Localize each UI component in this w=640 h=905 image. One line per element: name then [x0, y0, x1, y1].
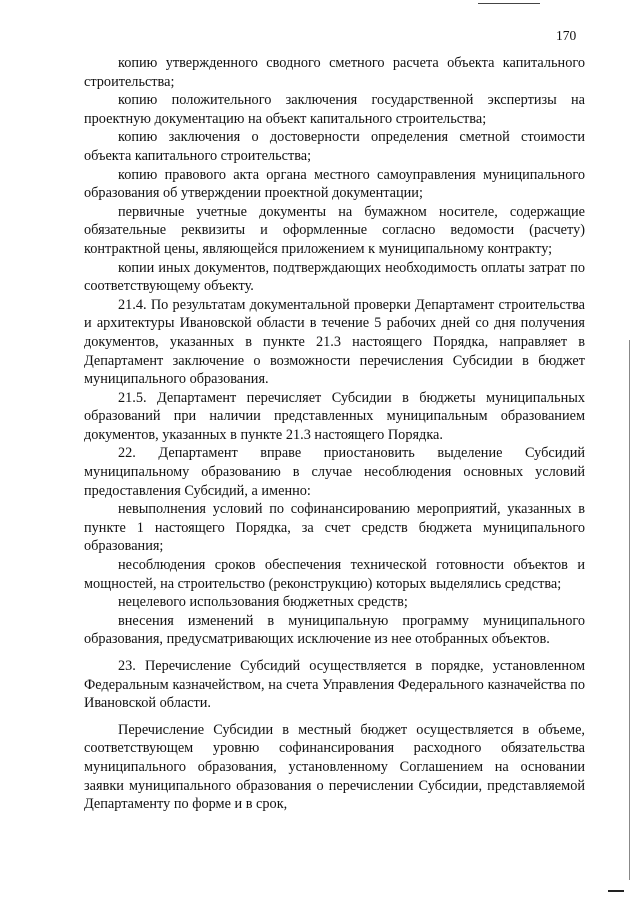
paragraph-cofinancing-failure: невыполнения условий по софинансированию мероприятий, указанных в пункте 1 настоящего Порядка, за счет средств бюджета муниципального образования;: [84, 501, 585, 555]
top-rule: [478, 3, 540, 4]
paragraph-22: 22. Департамент вправе приостановить выделение Субсидий муниципальному образованию в случае несоблюдения основных условий предоставления Субсидий, а именно:: [84, 445, 585, 499]
paragraph-misuse: нецелевого использования бюджетных средств;: [118, 594, 408, 611]
body-text: [84, 54, 585, 814]
paragraph-copy-summary-estimate: копию утвержденного сводного сметного расчета объекта капитального строительства;: [84, 55, 585, 90]
paragraph-primary-documents: первичные учетные документы на бумажном носителе, содержащие обязательные реквизиты и оформленные согласно ведомости (расчету) контрактной цены, являющейся приложением к муниципальному контракту;: [84, 203, 585, 257]
paragraph-copy-legal-act: копию правового акта органа местного самоуправления муниципального образования об утверждении проектной документации;: [84, 166, 585, 202]
paragraph-23: 23. Перечисление Субсидий осуществляется в порядке, установленном Федеральным казначейством, на счета Управления Федерального казначейства по Ивановской области.: [84, 658, 585, 712]
page-number: 170: [556, 28, 577, 43]
paragraph-21-5: 21.5. Департамент перечисляет Субсидии в бюджеты муниципальных образований при наличии представленных муниципальным образованием документов, указанных в пункте 21.3 настоящего Порядка.: [84, 389, 585, 443]
bottom-mark: [608, 890, 624, 892]
paragraph-transfer-local-budget: Перечисление Субсидии в местный бюджет осуществляется в объеме, соответствующем уровню софинансирования расходного обязательства муниципального образования, установленному Соглашением на основании заявки муниципального образования о перечислении Субсидии, представляемой Департаменту по форме и в срок,: [84, 721, 585, 813]
paragraph-21-4: 21.4. По результатам документальной проверки Департамент строительства и архитектуры Ивановской области в течение 5 рабочих дней со дня получения документов, указанных в пункте 21.3 настоящего Порядка, направляет в Департамент заключение о возможности перечисления Субсидии в бюджет муниципального образования.: [84, 296, 585, 388]
paragraph-deadline-failure: несоблюдения сроков обеспечения технической готовности объектов и мощностей, на строительство (реконструкцию) которых выделялись средства;: [84, 557, 585, 592]
paragraph-copy-cost-reliability: копию заключения о достоверности определения сметной стоимости объекта капитального строительства;: [84, 129, 585, 164]
paragraph-program-changes: внесения изменений в муниципальную программу муниципального образования, предусматривающих исключение из нее отобранных объектов.: [84, 612, 585, 648]
paragraph-copy-state-expertise: копию положительного заключения государственной экспертизы на проектную документацию на объект капитального строительства;: [84, 92, 585, 127]
scan-edge-line: [629, 340, 630, 880]
paragraph-other-documents: копии иных документов, подтверждающих необходимость оплаты затрат по соответствующему объекту.: [84, 259, 585, 295]
